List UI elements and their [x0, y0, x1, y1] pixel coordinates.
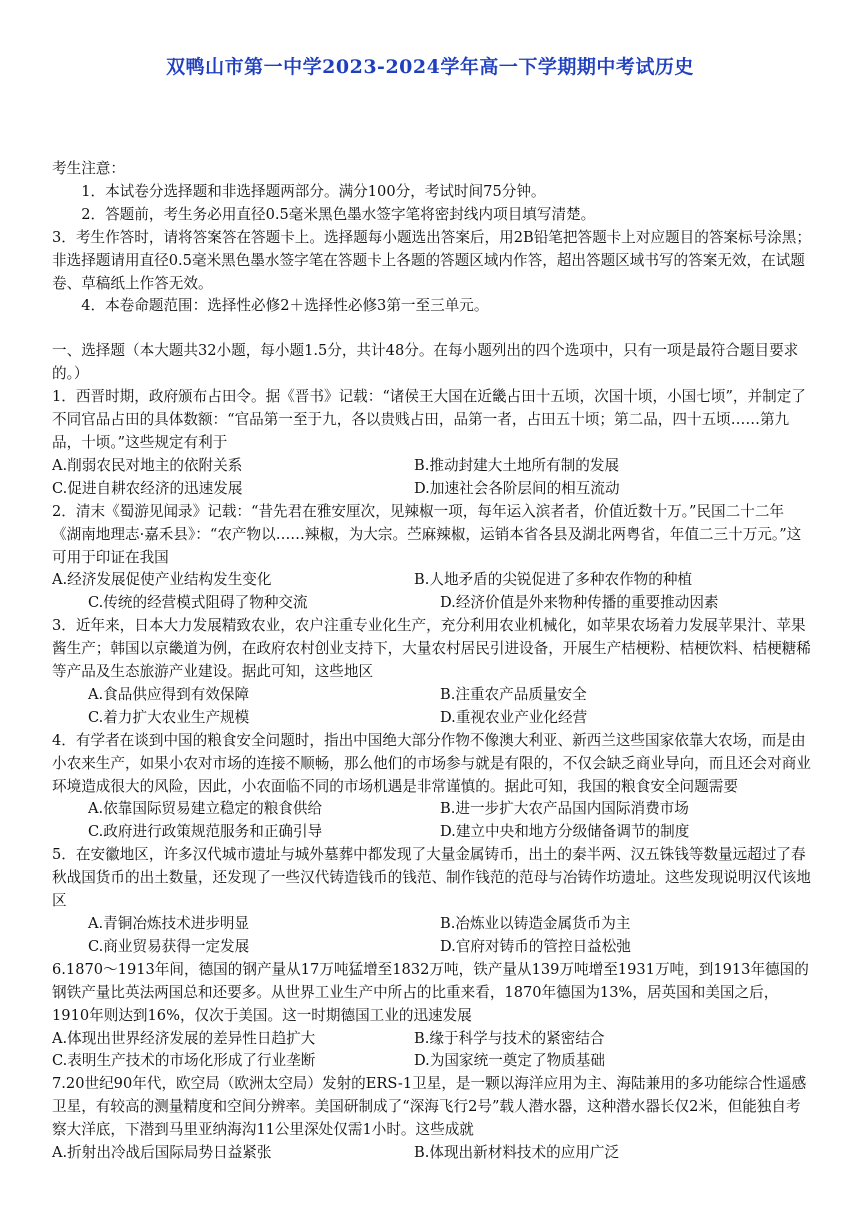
- question-stem: 6.1870～1913年间，德国的钢产量从17万吨猛增至1832万吨，铁产量从139万吨增至1931万吨，到1913年德国的钢铁产量比英法两国总和还要多。从世界工业生产中所占的比重来看，1870年德国为13%，居英国和美国之后，1910年则达到16%，仅次于美国。这一时期德国工业的迅速发展: [52, 960, 809, 1024]
- option-row: [52, 684, 812, 707]
- question-stem: 1．西晋时期，政府颁布占田令。据《晋书》记载：“诸侯王大国在近畿占田十五顷，次国十顷，小国七顷”，并制定了不同官品占田的具体数额：“官品第一至于九，各以贵贱占田，品第一者，占田五十顷；第二品，四十五顷……第九品，十顷。”这些规定有利于: [52, 388, 806, 451]
- question-stem: 2．清末《蜀游见闻录》记载：“昔先君在雅安厘次，见辣椒一项，每年运入滨者者，价值近数十万。”民国二十二年《湖南地理志·嘉禾县》：“农产物以……辣椒，为大宗。苎麻辣椒，运销本省各县及湖北两粤省，年值二三十万元。”这可用于印证在我国: [52, 502, 802, 566]
- option-b: B.冶炼业以铸造金属货币为主: [440, 915, 631, 932]
- option-row: [52, 798, 812, 821]
- option-row: [52, 913, 812, 936]
- option-row: [52, 707, 812, 730]
- option-row: [52, 592, 812, 615]
- option-c: C.着力扩大农业生产规模: [88, 708, 250, 726]
- option-a: A.食品供应得到有效保障: [88, 685, 250, 703]
- option-c: C.传统的经营模式阻碍了物种交流: [88, 594, 308, 612]
- option-c: C.商业贸易获得一定发展: [88, 937, 250, 955]
- option-b: B.推动封建大土地所有制的发展: [414, 456, 620, 474]
- option-a: A.依靠国际贸易建立稳定的粮食供给: [88, 800, 323, 818]
- option-a: A.折射出冷战后国际局势日益紧张: [52, 1144, 272, 1162]
- option-b: B.进一步扩大农产品国内国际消费市场: [440, 800, 689, 818]
- option-a: A.削弱农民对地主的依附关系: [52, 456, 243, 474]
- option-c: C.表明生产技术的市场化形成了行业垄断: [52, 1052, 316, 1070]
- question-stem: 7.20世纪90年代，欧空局（欧洲太空局）发射的ERS-1卫星，是一颗以海洋应用为主、海陆兼用的多功能综合性遥感卫星，有较高的测量精度和空间分辨率。美国研制成了“深海飞行2号”载人潜水器，这种潜水器长仅2米，但能独自考察大洋底，下潜到马里亚纳海沟11公里深处仅需1小时。这些成就: [52, 1075, 807, 1139]
- notice-heading: 考生注意：: [52, 160, 125, 177]
- option-row: [52, 936, 812, 959]
- question-stem: 5．在安徽地区，许多汉代城市遗址与城外墓葬中都发现了大量金属铸币，出土的秦半两、汉五铢钱等数量远超过了春秋战国货币的出土数量，还发现了一些汉代铸造钱币的钱范、制作钱范的范母与冶铸作坊遗址。这些发现说明汉代该地区: [52, 846, 811, 910]
- option-b: B.注重农产品质量安全: [440, 685, 587, 703]
- exam-body: [52, 158, 812, 1165]
- option-b: B.人地矛盾的尖锐促进了多种农作物的种植: [414, 571, 693, 589]
- question-stem: 4．有学者在谈到中国的粮食安全问题时，指出中国绝大部分作物不像澳大利亚、新西兰这些国家依靠大农场，而是由小农来生产，如果小农对市场的连接不顺畅，那么他们的市场参与就是有限的，不仅会缺乏商业导向，而且还会对商业环境造成很大的风险，因此，小农面临不同的市场机遇是非常谨慎的。据此可知，我国的粮食安全问题需要: [52, 731, 811, 795]
- option-row: [52, 569, 812, 592]
- option-a: A.经济发展促使产业结构发生变化: [52, 571, 272, 589]
- question-stem: 3．近年来，日本大力发展精致农业，农户注重专业化生产，充分利用农业机械化，如苹果农场着力发展苹果汁、苹果酱生产；韩国以京畿道为例，在政府农村创业支持下，大量农村居民引进设备，开展生产桔梗粉、桔梗饮料、桔梗糖稀等产品及生态旅游产业建设。据此可知，这些地区: [52, 617, 811, 681]
- option-d: D.建立中央和地方分级储备调节的制度: [440, 823, 690, 841]
- option-c: C.政府进行政策规范服务和正确引导: [88, 823, 323, 841]
- notice-item: 2．答题前，考生务必用直径0.5毫米黑色墨水签字笔将密封线内项目填写清楚。: [81, 205, 596, 223]
- notice-item: 3．考生作答时，请将答案答在答题卡上。选择题每小题选出答案后，用2B铅笔把答题卡上对应题目的答案标号涂黑；非选择题请用直径0.5毫米黑色墨水签字笔在答题卡上各题的答题区域内作答，超出答题区域书写的答案无效，在试题卷、草稿纸上作答无效。: [52, 228, 811, 292]
- option-row: [52, 455, 812, 478]
- option-c: C.促进自耕农经济的迅速发展: [52, 479, 243, 497]
- option-row: [52, 821, 812, 844]
- option-d: D.为国家统一奠定了物质基础: [414, 1052, 605, 1070]
- option-a: A.体现出世界经济发展的差异性日趋扩大: [52, 1029, 316, 1047]
- option-b: B.体现出新材料技术的应用广泛: [414, 1144, 620, 1162]
- option-d: D.经济价值是外来物种传播的重要推动因素: [440, 594, 719, 612]
- option-d: D.官府对铸币的管控日益松弛: [440, 937, 631, 955]
- option-a: A.青铜冶炼技术进步明显: [88, 915, 250, 932]
- option-row: [52, 1142, 812, 1165]
- notice-item: 4．本卷命题范围：选择性必修2＋选择性必修3第一至三单元。: [81, 297, 489, 315]
- option-row: [52, 1050, 812, 1073]
- option-d: D.加速社会各阶层间的相互流动: [414, 479, 620, 497]
- option-d: D.重视农业产业化经营: [440, 708, 588, 726]
- section-heading: 一、选择题（本大题共32小题，每小题1.5分，共计48分。在每小题列出的四个选项中，只有一项是最符合题目要求的。）: [52, 342, 799, 383]
- notice-item: 1．本试卷分选择题和非选择题两部分。满分100分，考试时间75分钟。: [81, 182, 546, 200]
- option-row: [52, 1028, 812, 1051]
- option-b: B.缘于科学与技术的紧密结合: [414, 1029, 605, 1047]
- page-title: 双鸭山市第一中学2023-2024学年高一下学期期中考试历史: [166, 56, 694, 78]
- option-row: [52, 478, 812, 501]
